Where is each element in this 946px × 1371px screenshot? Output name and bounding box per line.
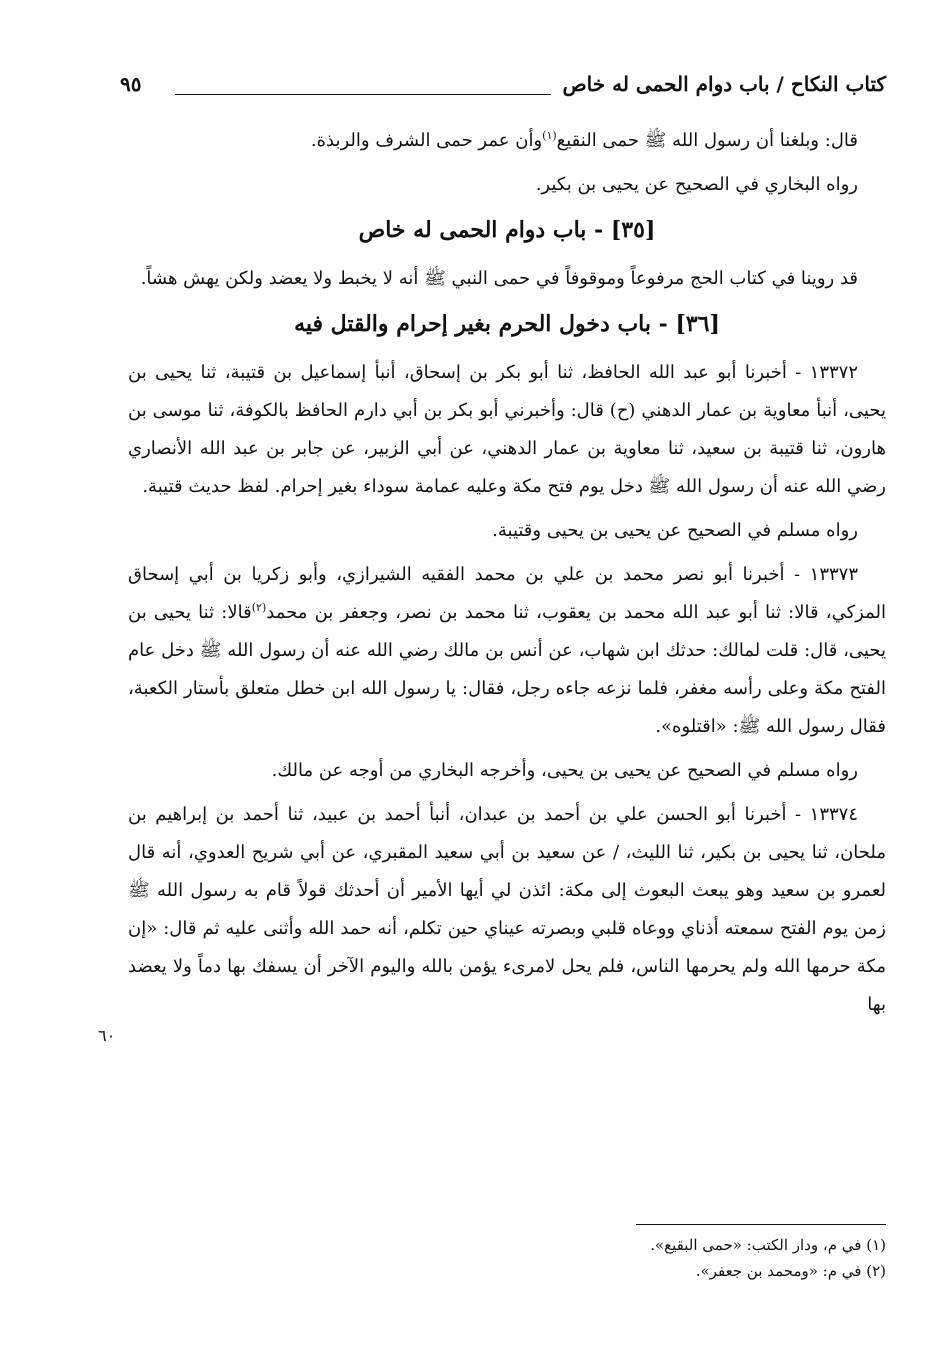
- hadith-paragraph: ١٣٣٧٢ - أخبرنا أبو عبد الله الحافظ، ثنا أبو بكر بن إسحاق، أنبأ إسماعيل بن قتيبة، ثنا يحيى بن يحيى، أنبأ معاوية بن عمار الدهني (ح) قال: وأخبرني أبو بكر بن أبي دارم الحافظ بالكوفة، ثنا موسى بن هارون، ثنا قتيبة بن سعيد، ثنا معاوية بن عمار الدهني، عن أبي الزبير، عن جابر بن عبد الله الأنصاري رضي الله عنه أن رسول الله ﷺ دخل يوم فتح مكة وعليه عمامة سوداء بغير إحرام. لفظ حديث قتيبة.: [128, 362, 886, 497]
- footnote: (١) في م، ودار الكتب: «حمى البقيع».: [650, 1236, 886, 1254]
- margin-page-reference: ٦٠: [98, 1026, 116, 1045]
- hadith-paragraph: ١٣٣٧٣ - أخبرنا أبو نصر محمد بن علي بن محمد الفقيه الشيرازي، وأبو زكريا بن أبي إسحاق المزكي، قالا: ثنا أبو عبد الله محمد بن يعقوب، ثنا محمد بن نصر، وجعفر بن محمد$^{(٢)}$قالا: ثنا يحيى بن يحيى، قال: قلت لمالك: حدثك ابن شهاب، عن أنس بن مالك رضي الله عنه أن رسول الله ﷺ دخل عام الفتح مكة وعلى رأسه مغفر، فلما نزعه جاءه رجل، فقال: يا رسول الله ابن خطل متعلق بأستار الكعبة، فقال رسول الله ﷺ: «اقتلوه».: [128, 564, 886, 737]
- hadith-paragraph: ١٣٣٧٤ - أخبرنا أبو الحسن علي بن أحمد بن عبدان، أنبأ أحمد بن عبيد، ثنا أحمد بن إبراهيم بن ملحان، ثنا يحيى بن بكير، ثنا الليث، / عن سعيد بن أبي سعيد المقبري، عن أبي شريح العدوي، أنه قال لعمرو بن سعيد وهو يبعث البعوث إلى مكة: ائذن لي أيها الأمير أن أحدثك قولاً قام به رسول الله ﷺ زمن يوم الفتح سمعته أذناي ووعاه قلبي وبصرته عيناي حين تكلم، أنه حمد الله وأثنى عليه ثم قال: «إن مكة حرمها الله ولم يحرمها الناس، فلم يحل لامرىء يؤمن بالله واليوم الآخر أن يسفك بها دماً ولا يعضد بها: [128, 804, 886, 1015]
- main-text: [128, 122, 886, 1030]
- footnote-ref: (٢): [251, 601, 267, 614]
- footnote-rule: [636, 1224, 886, 1225]
- chapter-heading: [٣٦] - باب دخول الحرم بغير إحرام والقتل فيه: [294, 311, 720, 337]
- paragraph: قال: وبلغنا أن رسول الله ﷺ حمى النقيع$^{(١)}$وأن عمر حمى الشرف والربذة.: [310, 129, 858, 151]
- header-title: كتاب النكاح / باب دوام الحمى له خاص: [562, 72, 886, 96]
- footnote-ref: (١): [542, 129, 557, 142]
- header-rule: [175, 94, 551, 95]
- page-number: ٩٥: [120, 72, 142, 96]
- footnotes: [128, 1232, 886, 1284]
- running-header: [120, 72, 886, 104]
- footnote: (٢) في م: «ومحمد بن جعفر».: [695, 1262, 886, 1280]
- chapter-heading: [٣٥] - باب دوام الحمى له خاص: [358, 217, 656, 243]
- paragraph: رواه البخاري في الصحيح عن يحيى بن بكير.: [535, 174, 858, 195]
- paragraph: قد روينا في كتاب الحج مرفوعاً وموقوفاً في حمى النبي ﷺ أنه لا يخبط ولا يعضد ولكن يهش هشاً.: [140, 268, 858, 289]
- paragraph: رواه مسلم في الصحيح عن يحيى بن يحيى، وأخرجه البخاري من أوجه عن مالك.: [271, 760, 858, 781]
- paragraph: رواه مسلم في الصحيح عن يحيى بن يحيى وقتيبة.: [492, 520, 858, 541]
